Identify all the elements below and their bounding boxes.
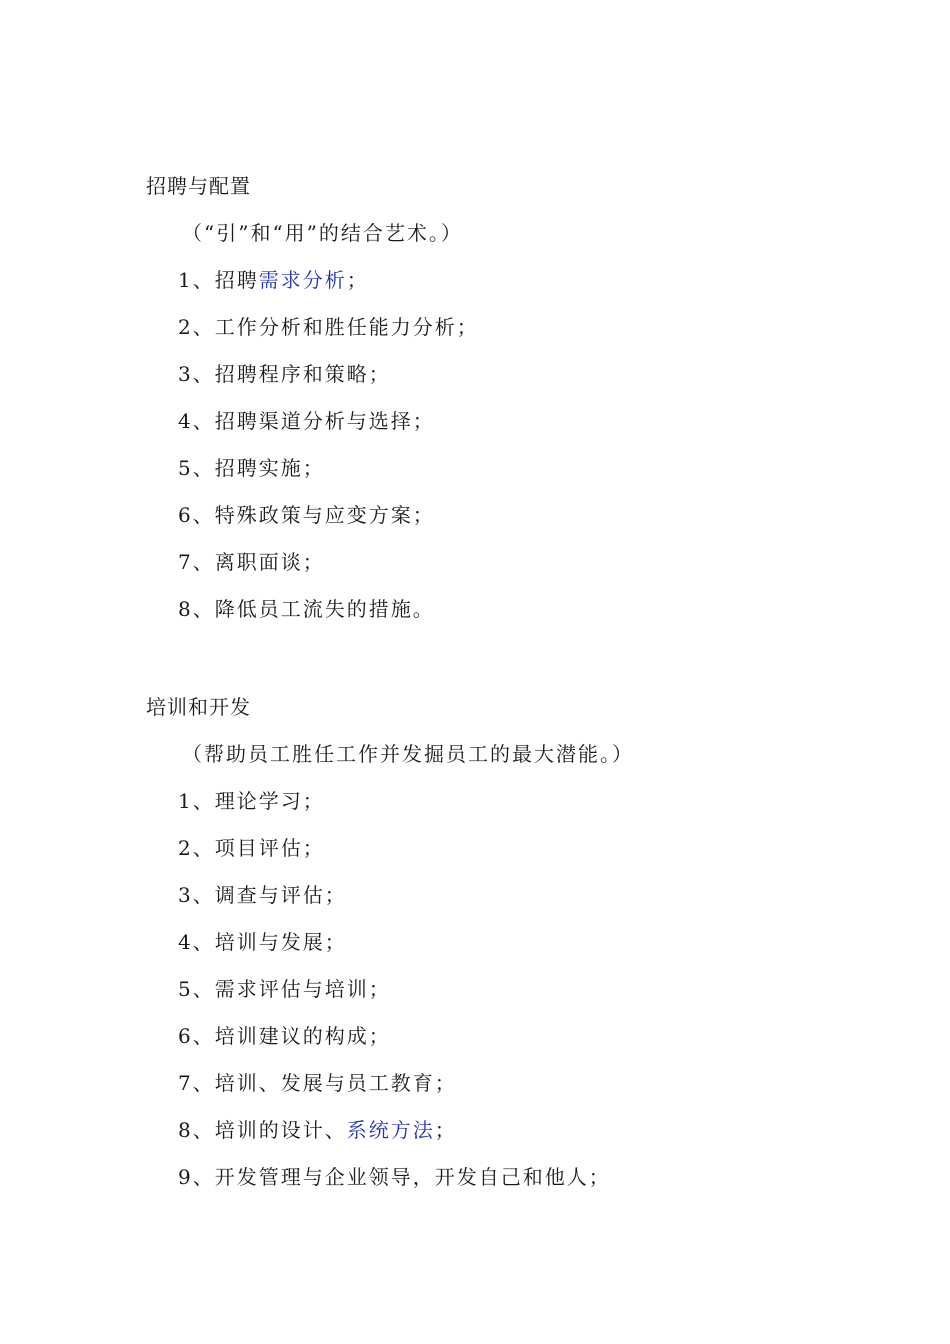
section-subtitle: （“引”和“用”的结合艺术。）	[182, 221, 463, 245]
list-item	[178, 549, 906, 575]
item-text: 3、调查与评估；	[178, 883, 347, 907]
section-recruitment	[146, 173, 906, 622]
item-text: 4、招聘渠道分析与选择；	[178, 409, 435, 433]
list-item	[178, 596, 906, 622]
item-text: 7、离职面谈；	[178, 550, 325, 574]
item-text: 8、降低员工流失的措施。	[178, 597, 435, 621]
list-item	[178, 788, 906, 814]
list-item	[178, 314, 906, 340]
item-list	[146, 267, 906, 622]
list-item	[178, 1117, 906, 1143]
section-title: 招聘与配置	[146, 174, 251, 198]
item-text: 5、需求评估与培训；	[178, 977, 391, 1001]
list-item	[178, 502, 906, 528]
list-item	[178, 1164, 906, 1190]
list-item	[178, 882, 906, 908]
item-text: 7、培训、发展与员工教育；	[178, 1071, 457, 1095]
section-subtitle: （帮助员工胜任工作并发掘员工的最大潜能。）	[182, 742, 634, 766]
item-text: 2、项目评估；	[178, 836, 325, 860]
item-text: 8、培训的设计、	[178, 1118, 347, 1142]
list-item	[178, 267, 906, 293]
section-training	[146, 694, 906, 1190]
term-link-system-method[interactable]: 系统方法	[346, 1118, 435, 1142]
list-item	[178, 361, 906, 387]
item-text: 3、招聘程序和策略；	[178, 362, 391, 386]
item-text: 1、招聘	[178, 268, 259, 292]
item-text-suffix: ；	[346, 268, 369, 292]
term-link-demand-analysis[interactable]: 需求分析	[258, 268, 347, 292]
list-item	[178, 1070, 906, 1096]
item-text-suffix: ；	[434, 1118, 457, 1142]
item-list	[146, 788, 906, 1190]
list-item	[178, 976, 906, 1002]
list-item	[178, 455, 906, 481]
section-title: 培训和开发	[146, 695, 251, 719]
item-text: 6、特殊政策与应变方案；	[178, 503, 435, 527]
item-text: 9、开发管理与企业领导，开发自己和他人；	[178, 1165, 611, 1189]
item-text: 1、理论学习；	[178, 789, 325, 813]
list-item	[178, 835, 906, 861]
list-item	[178, 1023, 906, 1049]
list-item	[178, 408, 906, 434]
item-text: 5、招聘实施；	[178, 456, 325, 480]
item-text: 6、培训建议的构成；	[178, 1024, 391, 1048]
item-text: 4、培训与发展；	[178, 930, 347, 954]
list-item	[178, 929, 906, 955]
item-text: 2、工作分析和胜任能力分析；	[178, 315, 479, 339]
